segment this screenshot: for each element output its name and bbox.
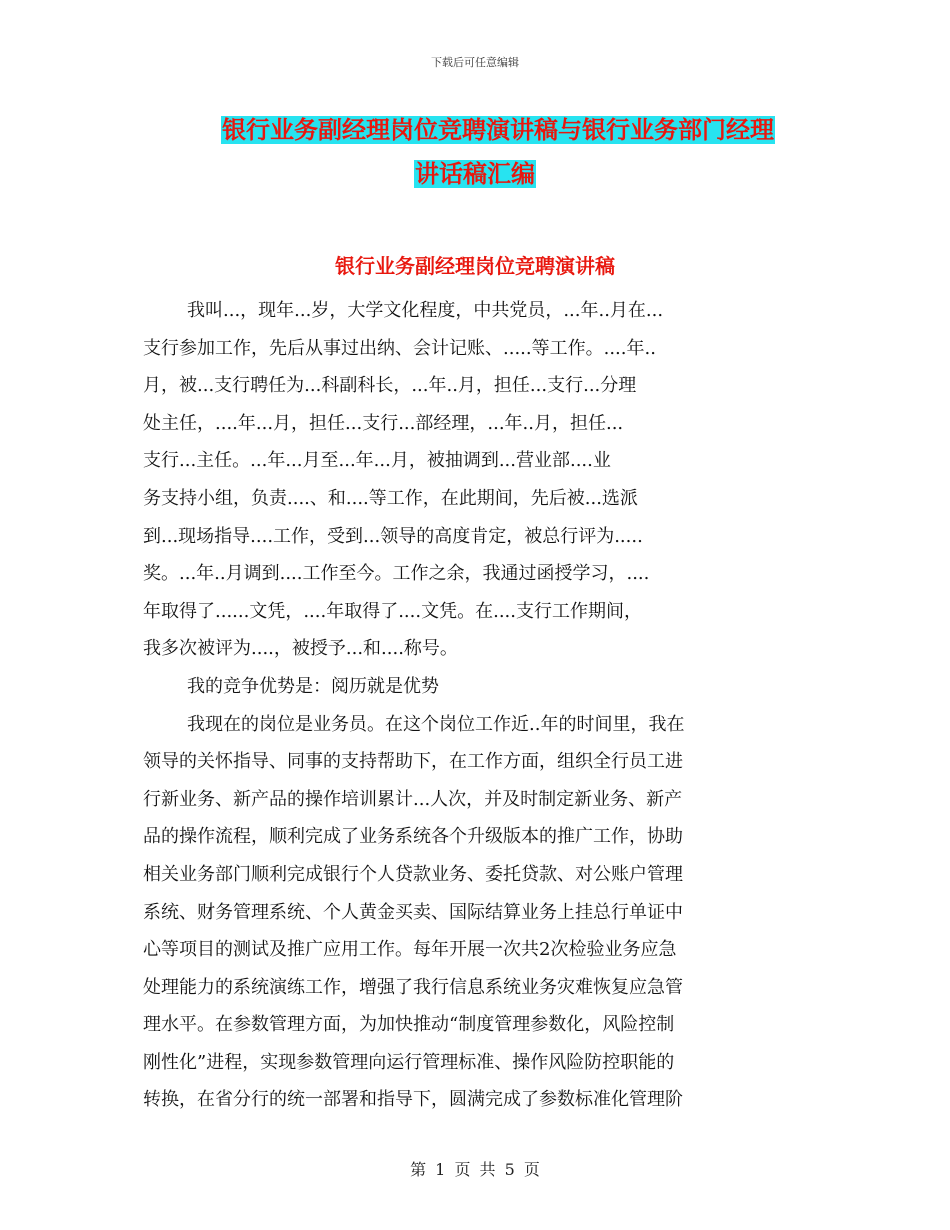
paragraph-line: 我叫...，现年...岁，大学文化程度，中共党员，...年..月在... (187, 300, 664, 321)
paragraph-line: 年取得了......文凭，....年取得了....文凭。在....支行工作期间， (143, 600, 642, 622)
paragraph-line: 品的操作流程，顺利完成了业务系统各个升级版本的推广工作，协助 (143, 826, 683, 848)
paragraph-line: 我现在的岗位是业务员。在这个岗位工作近..年的时间里，我在 (187, 713, 685, 735)
paragraph-line: 行新业务、新产品的操作培训累计...人次，并及时制定新业务、新产 (143, 788, 683, 810)
paragraph-line: 奖。...年..月调到....工作至今。工作之余，我通过函授学习，.... (143, 563, 650, 585)
document-title-line-2: 讲话稿汇编 (415, 160, 535, 188)
paragraph-line: 支行...主任。...年...月至...年...月，被抽调到...营业部....业 (143, 450, 611, 472)
paragraph-line: 心等项目的测试及推广应用工作。每年开展一次共2次检验业务应急 (143, 939, 677, 961)
paragraph-line: 处主任，....年...月，担任...支行...部经理，...年..月，担任... (143, 412, 624, 434)
paragraph-line: 处理能力的系统演练工作，增强了我行信息系统业务灾难恢复应急管 (143, 976, 683, 998)
section-title: 银行业务副经理岗位竞聘演讲稿 (335, 254, 615, 278)
paragraph-line: 支行参加工作，先后从事过出纳、会计记账、.....等工作。....年.. (143, 337, 656, 359)
paragraph-line: 刚性化”进程，实现参数管理向运行管理标准、操作风险防控职能的 (143, 1051, 675, 1073)
paragraph-line: 领导的关怀指导、同事的支持帮助下，在工作方面，组织全行员工进 (143, 751, 683, 773)
document-title-line-1: 银行业务副经理岗位竞聘演讲稿与银行业务部门经理 (222, 116, 774, 144)
body-text (143, 292, 813, 1119)
page-footer: 第 1 页 共 5 页 (410, 1160, 540, 1179)
paragraph-line: 相关业务部门顺利完成银行个人贷款业务、委托贷款、对公账户管理 (143, 863, 683, 885)
paragraph-line: 转换，在省分行的统一部署和指导下，圆满完成了参数标准化管理阶 (143, 1089, 683, 1111)
paragraph-line: 务支持小组，负责....、和....等工作，在此期间，先后被...选派 (143, 487, 638, 509)
header-note: 下载后可任意编辑 (431, 56, 519, 69)
paragraph-line: 月，被...支行聘任为...科副科长，...年..月，担任...支行...分理 (143, 375, 637, 397)
paragraph-line: 我的竞争优势是：阅历就是优势 (187, 675, 439, 697)
paragraph-line: 系统、财务管理系统、个人黄金买卖、国际结算业务上挂总行单证中 (143, 901, 683, 923)
paragraph-line: 我多次被评为....，被授予...和....称号。 (143, 638, 458, 660)
paragraph-line: 理水平。在参数管理方面，为加快推动“制度管理参数化，风险控制 (143, 1014, 675, 1036)
paragraph-line: 到...现场指导....工作，受到...领导的高度肯定，被总行评为..... (143, 525, 643, 547)
